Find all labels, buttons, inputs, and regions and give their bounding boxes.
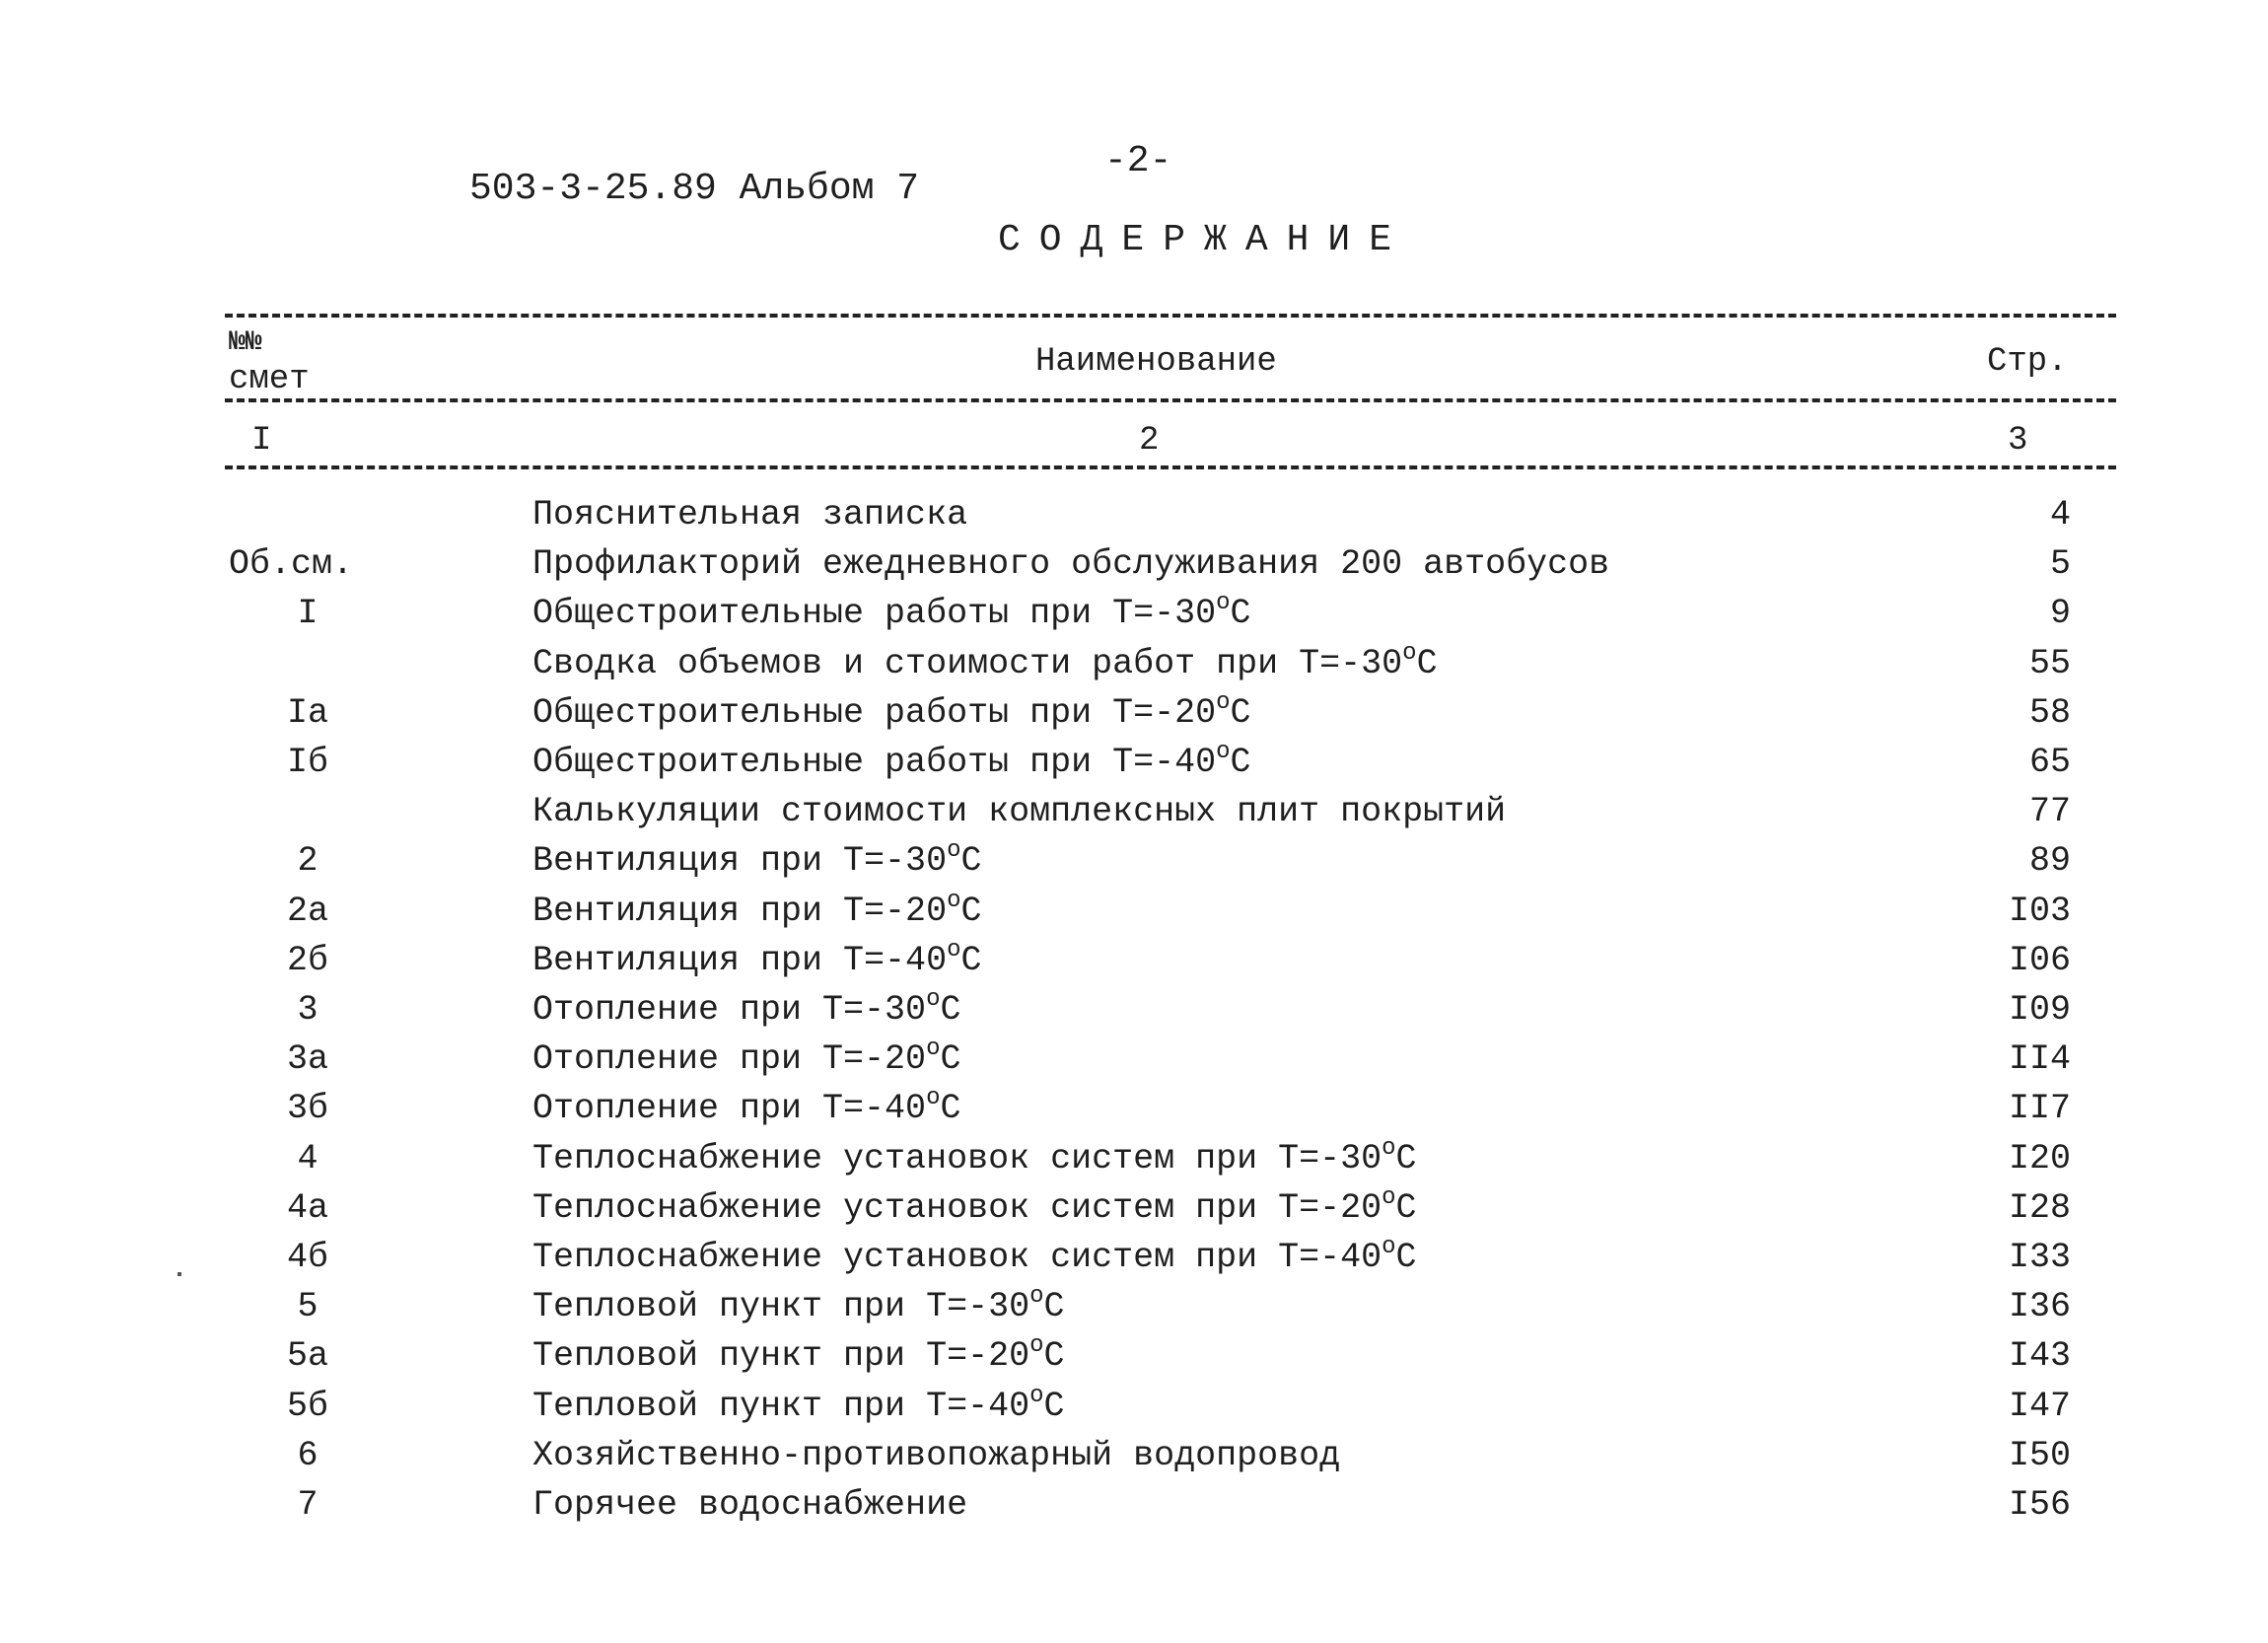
row-name: Теплоснабжение установок систем при Т=-20 (532, 1188, 1382, 1228)
row-estimate-number: 3а (286, 1039, 328, 1079)
row-estimate-number: Об.см. (229, 544, 354, 584)
row-name-cell (532, 937, 982, 980)
degree-sign: о (947, 837, 961, 864)
row-page-number: 89 (2028, 841, 2071, 881)
column-header-number: смет (229, 361, 310, 398)
row-name: Общестроительные работы при Т=-30 (532, 594, 1217, 633)
table-row (0, 937, 2268, 990)
temperature-unit: С (1395, 1188, 1417, 1228)
row-name: Тепловой пункт при Т=-30 (532, 1287, 1030, 1326)
table-row (0, 1383, 2268, 1436)
row-name: Хозяйственно-противопожарный водопровод (532, 1436, 1341, 1475)
degree-sign: о (1382, 1184, 1396, 1211)
row-name: Вентиляция при Т=-20 (532, 892, 948, 931)
row-name-cell (532, 1383, 1065, 1426)
temperature-unit: С (1230, 743, 1251, 782)
column-index-1: I (251, 422, 272, 460)
temperature-unit: С (1230, 693, 1251, 733)
row-name-cell (532, 689, 1251, 733)
table-row (0, 837, 2268, 891)
document-reference: 503-3-25.89 Альбом 7 (469, 168, 920, 210)
row-name: Отопление при Т=-40 (532, 1089, 927, 1128)
scan-speck (177, 1272, 181, 1276)
row-name: Сводка объемов и стоимости работ при Т=-30 (532, 644, 1403, 683)
row-name-cell (532, 739, 1251, 782)
temperature-unit: С (1043, 1287, 1065, 1326)
row-page-number: 55 (2028, 644, 2071, 683)
row-page-number: II4 (2008, 1039, 2071, 1079)
table-row (0, 1485, 2268, 1535)
row-name: Теплоснабжение установок систем при Т=-30 (532, 1139, 1382, 1179)
row-estimate-number: 4б (286, 1238, 328, 1277)
page-number: -2- (1104, 140, 1172, 182)
row-name: Калькуляции стоимости комплексных плит покрытий (532, 792, 1507, 831)
degree-sign: о (926, 1036, 941, 1062)
degree-sign: о (1382, 1135, 1396, 1162)
table-top-rule (225, 314, 2116, 318)
degree-sign: о (926, 986, 941, 1013)
row-page-number: 58 (2028, 693, 2071, 733)
temperature-unit: С (1043, 1336, 1065, 1376)
column-index-3: 3 (2008, 422, 2028, 460)
table-row (0, 739, 2268, 792)
degree-sign: о (947, 888, 961, 914)
column-header-page: Стр. (1987, 343, 2068, 381)
row-name-cell (532, 1085, 961, 1128)
row-estimate-number: Iб (286, 743, 328, 782)
temperature-unit: С (1395, 1238, 1417, 1277)
row-name-cell (532, 888, 982, 931)
table-row (0, 1085, 2268, 1138)
row-page-number: I06 (2008, 941, 2071, 980)
row-name-cell (532, 640, 1438, 683)
row-name-cell (532, 1036, 961, 1079)
row-estimate-number: 3б (286, 1089, 328, 1128)
table-row (0, 544, 2268, 594)
row-page-number: I28 (2008, 1188, 2071, 1228)
row-name-cell (532, 1234, 1417, 1277)
table-row (0, 1234, 2268, 1287)
degree-sign: о (1216, 739, 1231, 765)
row-page-number: I36 (2008, 1287, 2071, 1326)
row-page-number: I56 (2008, 1485, 2071, 1525)
temperature-unit: С (1230, 594, 1251, 633)
table-row (0, 1184, 2268, 1238)
row-page-number: I47 (2008, 1387, 2071, 1426)
row-name-cell (532, 986, 961, 1030)
row-estimate-number: 2а (286, 892, 328, 931)
row-name-cell (532, 1184, 1417, 1228)
row-name: Отопление при Т=-30 (532, 990, 927, 1030)
row-estimate-number: 4 (297, 1139, 319, 1179)
table-row (0, 792, 2268, 841)
temperature-unit: С (960, 892, 982, 931)
degree-sign: о (926, 1085, 941, 1111)
table-row (0, 986, 2268, 1039)
row-estimate-number: I (297, 594, 319, 633)
header-rule (225, 398, 2116, 402)
table-row (0, 689, 2268, 743)
table-row (0, 1135, 2268, 1188)
row-name-cell (532, 590, 1251, 633)
temperature-unit: С (960, 841, 982, 881)
row-estimate-number: Iа (286, 693, 328, 733)
table-row (0, 1332, 2268, 1386)
table-row (0, 1436, 2268, 1485)
degree-sign: о (1029, 1332, 1044, 1359)
degree-sign: о (1402, 640, 1417, 667)
temperature-unit: С (940, 1039, 961, 1079)
row-name-cell (532, 495, 967, 535)
row-estimate-number: 2б (286, 941, 328, 980)
row-name: Пояснительная записка (532, 495, 968, 535)
index-rule (225, 465, 2116, 469)
row-name-cell (532, 544, 1609, 584)
degree-sign: о (1216, 689, 1231, 716)
row-page-number: I33 (2008, 1238, 2071, 1277)
row-name-cell (532, 792, 1506, 831)
row-name: Общестроительные работы при Т=-40 (532, 743, 1217, 782)
temperature-unit: С (1416, 644, 1438, 683)
row-page-number: I03 (2008, 892, 2071, 931)
row-page-number: II7 (2008, 1089, 2071, 1128)
row-name: Горячее водоснабжение (532, 1485, 968, 1525)
column-header-number-symbol: №№ (229, 327, 262, 358)
row-page-number: I09 (2008, 990, 2071, 1030)
row-name: Тепловой пункт при Т=-40 (532, 1387, 1030, 1426)
temperature-unit: С (1043, 1387, 1065, 1426)
row-name-cell (532, 1485, 967, 1525)
row-name: Тепловой пункт при Т=-20 (532, 1336, 1030, 1376)
degree-sign: о (1216, 590, 1231, 616)
row-page-number: 9 (2049, 594, 2071, 633)
row-name-cell (532, 837, 982, 881)
row-page-number: 5 (2049, 544, 2071, 584)
row-estimate-number: 5а (286, 1336, 328, 1376)
row-name: Общестроительные работы при Т=-20 (532, 693, 1217, 733)
temperature-unit: С (940, 1089, 961, 1128)
row-page-number: 65 (2028, 743, 2071, 782)
temperature-unit: С (960, 941, 982, 980)
table-row (0, 495, 2268, 544)
row-name-cell (532, 1135, 1417, 1179)
row-page-number: I50 (2008, 1436, 2071, 1475)
table-row (0, 1036, 2268, 1089)
column-header-name: Наименование (1035, 343, 1277, 381)
column-index-2: 2 (1139, 422, 1160, 460)
temperature-unit: С (940, 990, 961, 1030)
row-page-number: 4 (2049, 495, 2071, 535)
table-row (0, 888, 2268, 941)
row-page-number: 77 (2028, 792, 2071, 831)
row-name: Отопление при Т=-20 (532, 1039, 927, 1079)
page-title: СОДЕРЖАНИЕ (998, 219, 1411, 261)
degree-sign: о (1029, 1283, 1044, 1310)
row-page-number: I43 (2008, 1336, 2071, 1376)
row-estimate-number: 4а (286, 1188, 328, 1228)
row-name: Вентиляция при Т=-40 (532, 941, 948, 980)
row-estimate-number: 5б (286, 1387, 328, 1426)
table-row (0, 590, 2268, 643)
row-name-cell (532, 1283, 1065, 1326)
row-name-cell (532, 1436, 1340, 1475)
degree-sign: о (1029, 1383, 1044, 1409)
table-row (0, 1283, 2268, 1336)
table-row (0, 640, 2268, 693)
row-name: Теплоснабжение установок систем при Т=-40 (532, 1238, 1382, 1277)
row-estimate-number: 6 (297, 1436, 319, 1475)
row-estimate-number: 2 (297, 841, 319, 881)
row-estimate-number: 3 (297, 990, 319, 1030)
temperature-unit: С (1395, 1139, 1417, 1179)
degree-sign: о (1382, 1234, 1396, 1260)
row-name-cell (532, 1332, 1065, 1376)
row-name: Профилакторий ежедневного обслуживания 200 автобусов (532, 544, 1610, 584)
row-estimate-number: 7 (297, 1485, 319, 1525)
row-name: Вентиляция при Т=-30 (532, 841, 948, 881)
row-estimate-number: 5 (297, 1287, 319, 1326)
degree-sign: о (947, 937, 961, 964)
row-page-number: I20 (2008, 1139, 2071, 1179)
